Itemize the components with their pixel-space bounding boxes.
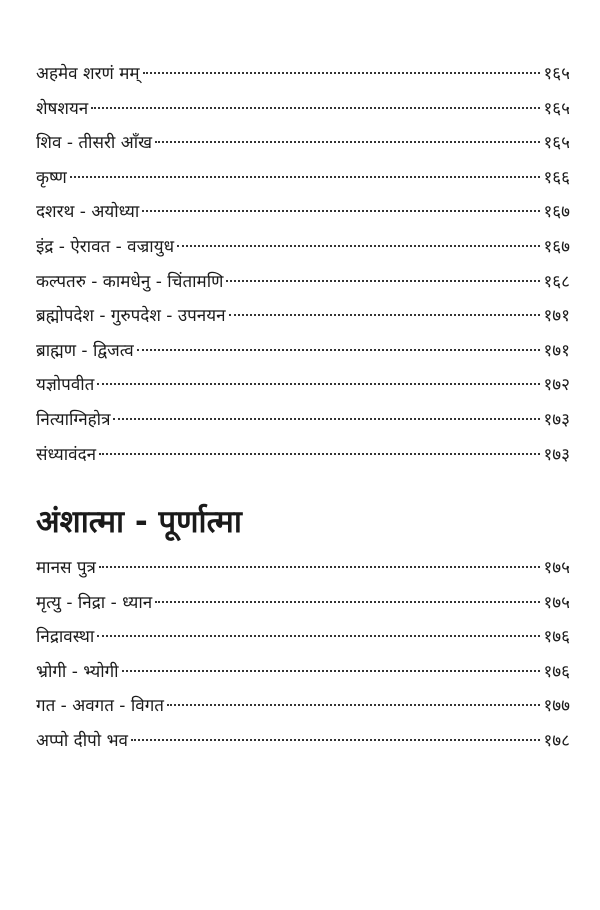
dot-leader [122, 670, 541, 672]
toc-entry [36, 689, 570, 724]
toc-entry-title: अहमेव शरणं मम् [36, 64, 140, 84]
toc-entry-title: इंद्र - ऐरावत - वज्रायुध [36, 236, 175, 257]
toc-entry [36, 368, 570, 403]
toc-entry [36, 57, 570, 92]
toc-entry [36, 724, 570, 759]
toc-entry-page-number: १७६ [543, 627, 570, 648]
dot-leader [113, 418, 540, 420]
toc-entry-title: संध्यावंदन [36, 444, 97, 465]
toc-entry-page-number: १७५ [543, 558, 570, 578]
dot-leader [143, 72, 541, 74]
dot-leader [137, 349, 541, 351]
toc-entry-title: मानस पुत्र [36, 558, 96, 578]
toc-entry-page-number: १७६ [543, 661, 570, 682]
toc-entry-title: दशरथ - अयोध्या [36, 202, 140, 223]
toc-entry-title: निद्रावस्था [36, 627, 95, 648]
toc-entry [36, 195, 570, 230]
toc-entry-page-number: १७३ [543, 409, 570, 430]
toc-entry [36, 126, 570, 161]
dot-leader [97, 383, 540, 385]
dot-leader [99, 566, 541, 568]
toc-entry-page-number: १६७ [543, 236, 570, 257]
toc-entry-page-number: १६५ [543, 98, 570, 119]
toc-entry [36, 161, 570, 196]
toc-entry [36, 551, 570, 586]
toc-entry-title: ब्रह्मोपदेश - गुरुपदेश - उपनयन [36, 306, 226, 327]
toc-entry-page-number: १६५ [543, 133, 570, 154]
toc-entry-page-number: १७३ [543, 444, 570, 465]
toc-entry-page-number: १७२ [543, 375, 570, 396]
toc-entry [36, 620, 570, 655]
toc-entry-title: कृष्ण [36, 167, 67, 188]
dot-leader [99, 453, 540, 455]
toc-entry-page-number: १६७ [543, 202, 570, 223]
toc-list-second [36, 551, 570, 759]
toc-entry-page-number: १६६ [543, 167, 570, 188]
toc-entry-title: अप्पो दीपो भव [36, 730, 128, 751]
toc-entry-page-number: १६८ [543, 271, 570, 292]
toc-entry-title: शेषशयन [36, 98, 89, 119]
dot-leader [226, 280, 540, 282]
toc-entry-title: नित्याग्निहोत्र [36, 409, 111, 430]
toc-entry-page-number: १७८ [543, 730, 570, 751]
toc-entry-title: भ्रोगी - भ्योगी [36, 661, 119, 682]
dot-leader [97, 635, 540, 637]
toc-entry-title: गत - अवगत - विगत [36, 696, 164, 717]
toc-entry [36, 655, 570, 690]
dot-leader [229, 314, 541, 316]
toc-entry-page-number: १७१ [543, 340, 570, 361]
toc-list-first [36, 57, 570, 472]
toc-entry [36, 403, 570, 438]
toc-entry [36, 586, 570, 621]
dot-leader [155, 601, 540, 603]
toc-entry [36, 265, 570, 300]
dot-leader [177, 245, 540, 247]
toc-entry-title: कल्पतरु - कामधेनु - चिंतामणि [36, 271, 224, 292]
dot-leader [167, 704, 541, 706]
toc-entry-title: यज्ञोपवीत [36, 375, 95, 396]
toc-entry [36, 334, 570, 369]
toc-entry-title: शिव - तीसरी आँख [36, 133, 152, 154]
section-heading: अंशात्मा - पूर्णात्मा [36, 504, 242, 540]
toc-entry [36, 92, 570, 127]
dot-leader [91, 107, 540, 109]
toc-entry [36, 230, 570, 265]
dot-leader [155, 141, 540, 143]
dot-leader [131, 739, 540, 741]
toc-entry-page-number: १७१ [543, 306, 570, 327]
toc-entry [36, 438, 570, 473]
toc-entry-page-number: १६५ [543, 64, 570, 84]
toc-entry-title: मृत्यु - निद्रा - ध्यान [36, 592, 153, 613]
toc-entry-page-number: १७५ [543, 592, 570, 613]
toc-entry-page-number: १७७ [543, 696, 570, 717]
toc-entry [36, 299, 570, 334]
dot-leader [142, 210, 540, 212]
dot-leader [70, 176, 541, 178]
toc-entry-title: ब्राह्मण - द्विजत्व [36, 340, 134, 361]
